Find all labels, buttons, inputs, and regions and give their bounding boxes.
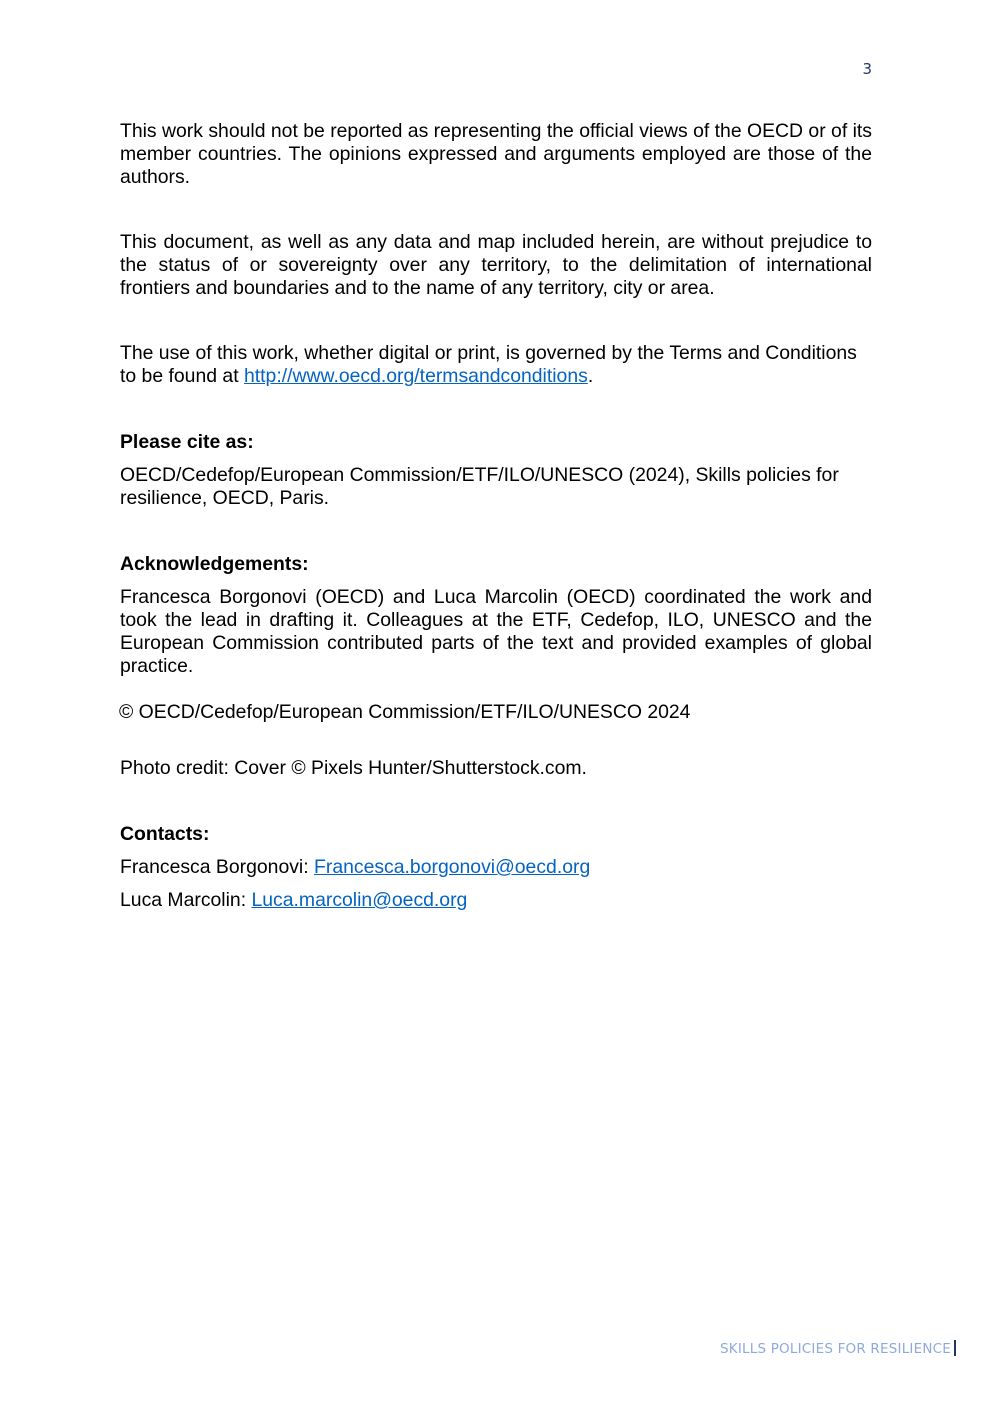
contact-item [120,889,872,912]
contact-name: Luca Marcolin: [120,889,252,911]
footer-title: SKILLS POLICIES FOR RESILIENCE [720,1341,951,1357]
acknowledgements-text: Francesca Borgonovi (OECD) and Luca Marcolin (OECD) coordinated the work and took the lead in drafting it. Colleagues at the ETF, Cedefop, ILO, UNESCO and the European Commission contributed parts of the text and provided examples of global practice. [120,586,872,677]
terms-link[interactable]: http://www.oecd.org/termsandconditions [244,365,588,387]
cite-heading: Please cite as: [120,431,254,453]
cite-text: OECD/Cedefop/European Commission/ETF/ILO/UNESCO (2024), Skills policies for resilience, OECD, Paris. [120,464,839,509]
contact-name: Francesca Borgonovi: [120,856,315,878]
contact-email-link[interactable]: Luca.marcolin@oecd.org [251,889,468,911]
contact-item [120,856,872,879]
disclaimer-paragraph-territory: This document, as well as any data and map included herein, are without prejudice to the status of or sovereignty over any territory, to the delimitation of international frontiers and boundaries and to the name of any territory, city or area. [120,231,872,299]
terms-paragraph [120,342,872,388]
contact-email-link[interactable]: Francesca.borgonovi@oecd.org [314,856,591,878]
page-number: 3 [862,60,872,78]
acknowledgements-heading: Acknowledgements: [120,553,309,575]
footer-divider [954,1340,956,1356]
photo-credit: Photo credit: Cover © Pixels Hunter/Shutterstock.com. [120,757,587,779]
disclaimer-paragraph-views: This work should not be reported as representing the official views of the OECD or of its member countries. The opinions expressed and arguments employed are those of the authors. [120,120,872,188]
copyright-line: © OECD/Cedefop/European Commission/ETF/ILO/UNESCO 2024 [119,701,691,723]
terms-text: The use of this work, whether digital or print, is governed by the Terms and Conditions to be found at [120,342,857,387]
contacts-heading: Contacts: [120,823,210,845]
page-content [120,120,872,912]
terms-end: . [587,365,594,387]
running-footer [720,1340,956,1357]
